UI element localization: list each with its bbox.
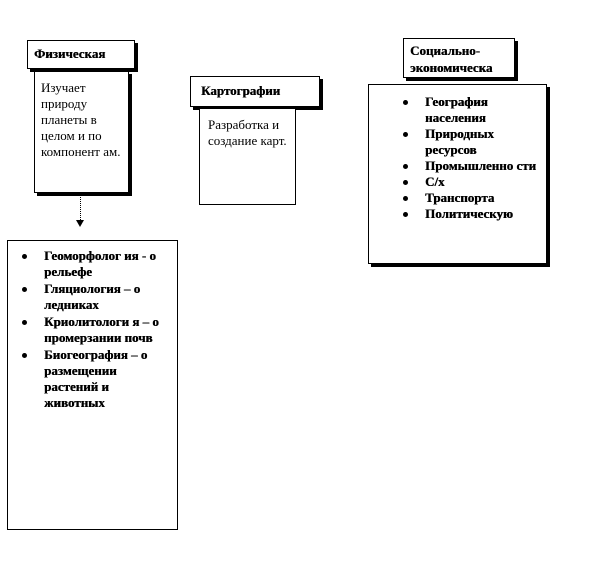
cartography-description-box [199,108,296,205]
physical-subfields-list [8,248,169,411]
bullet-icon [403,132,408,137]
socioeconomic-items-box [368,84,547,264]
bullet-icon [403,164,408,169]
cartography-title-box [190,76,320,107]
socioeconomic-title-box [403,38,515,78]
list-item: С/х [369,174,540,190]
bullet-icon [22,287,27,292]
list-item: Промышленно сти [369,158,540,174]
cartography-description: Разработка и создание карт. [208,117,287,148]
socioeconomic-title: Социально-экономическа [410,43,493,75]
arrow-connector [80,193,81,222]
list-item: Природных ресурсов [369,126,540,158]
bullet-icon [403,100,408,105]
bullet-icon [22,353,27,358]
list-item: География населения [369,94,540,126]
list-item: Криолитологи я – о промерзании почв [8,314,169,346]
physical-description: Изучает природу планеты в целом и по компонент ам. [41,80,121,159]
bullet-icon [22,254,27,259]
socioeconomic-items-list [369,94,540,222]
physical-title: Физическая [34,46,106,61]
bullet-icon [403,212,408,217]
bullet-icon [22,320,27,325]
physical-description-box [34,71,129,193]
cartography-title: Картографии [201,83,281,98]
bullet-icon [403,180,408,185]
list-item: Гляциология – о ледниках [8,281,169,313]
list-item: Геоморфолог ия - о рельефе [8,248,169,280]
list-item: Политическую [369,206,540,222]
arrow-down-icon [76,220,84,227]
bullet-icon [403,196,408,201]
physical-subfields-box [7,240,178,530]
list-item: Биогеография – о размещении растений и животных [8,347,169,411]
list-item: Транспорта [369,190,540,206]
physical-title-box [27,40,135,69]
